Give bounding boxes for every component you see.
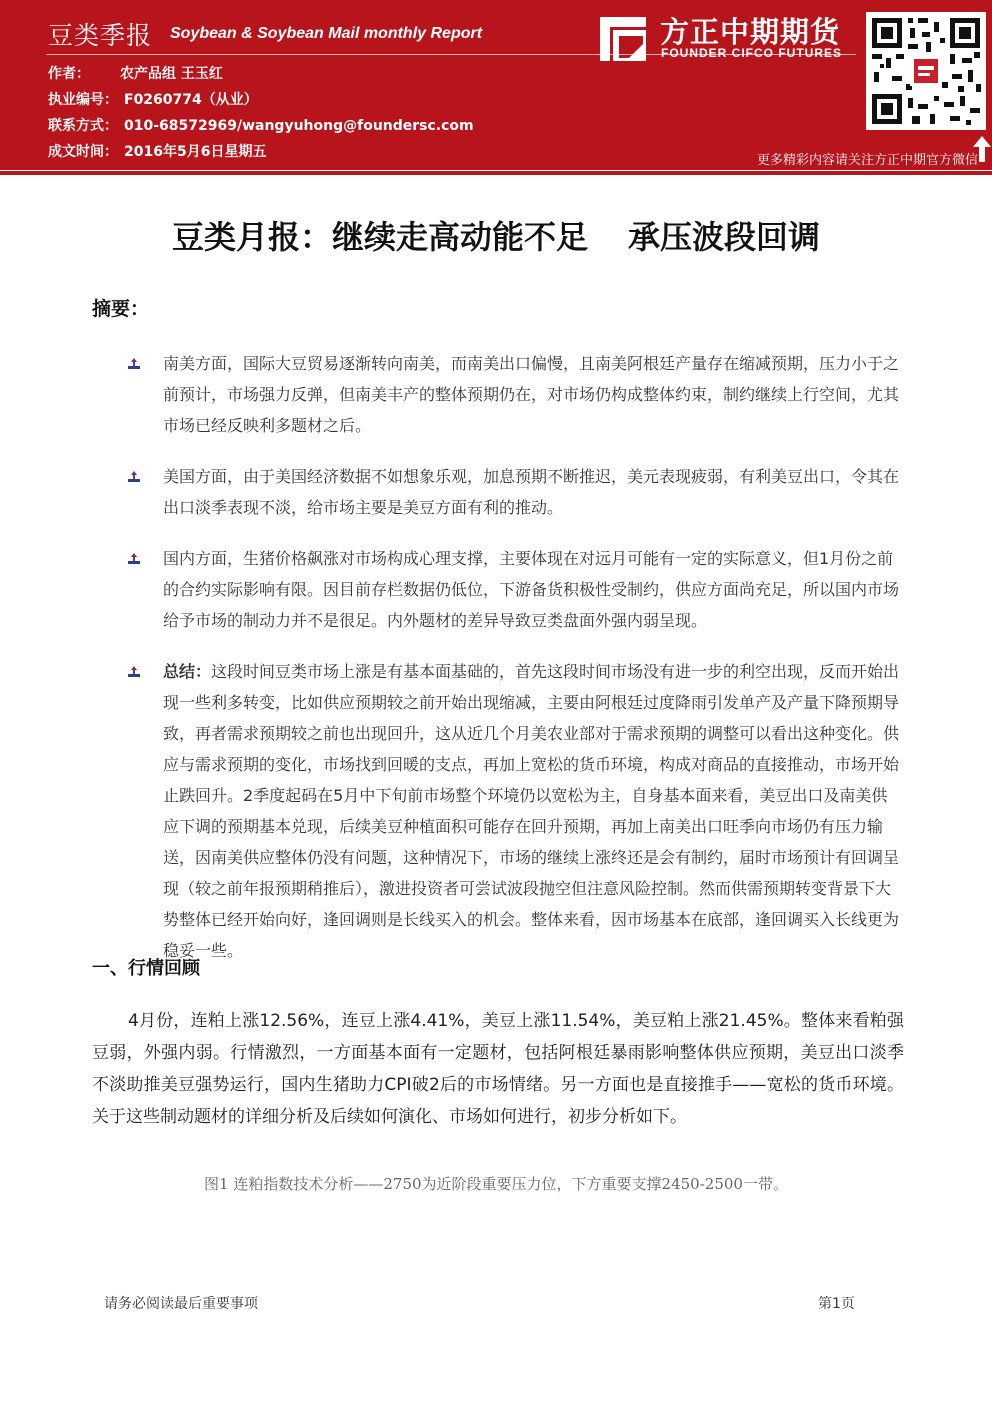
bullet-arrow-icon [128, 471, 140, 483]
bullet-text: 美国方面，由于美国经济数据不如想象乐观，加息预期不断推迟，美元表现疲弱，有利美豆出口，令其在出口淡季表现不淡，给市场主要是美豆方面有利的推动。 [163, 467, 900, 517]
report-series-title: 豆类季报 [48, 21, 153, 50]
report-title [0, 212, 992, 258]
date-label: 成文时间： [48, 144, 118, 160]
summary-lead: 总结： [163, 662, 212, 681]
company-name-en: FOUNDER CIFCO FUTURES [661, 46, 842, 60]
bullet-text: 这段时间豆类市场上涨是有基本面基础的，首先这段时间市场没有进一步的利空出现，反而开始出现一些利多转变，比如供应预期较之前开始出现缩减，主要由阿根廷过度降雨引发单产及产量下降预期导致，再者需求预期较之前也出现回升，这从近几个月美农业部对于需求预期的调整可以看出这种变化。供应与需求预期的变化，市场找到回暖的支点，再加上宽松的货币环境，构成对商品的直接推动，市场开始止跌回升。2季度起码在5月中下旬前市场整个环境仍以宽松为主，自身基本面来看，美豆出口及南美供应下调的预期基本兑现，后续美豆种植面积可能存在回升预期，再加上南美出口旺季向市场仍有压力输送，因南美供应整体仍没有问题，这种情况下，市场的继续上涨终还是会有制约，届时市场预计有回调呈现（较之前年报预期稍推后），激进投资者可尝试波段抛空但注意风险控制。然而供需预期转变背景下大势整体已经开始向好，逢回调则是长线买入的机会。整体来看，因市场基本在底部，逢回调买入长线更为稳妥一些。 [163, 662, 900, 960]
bullet-text: 南美方面，国际大豆贸易逐渐转向南美，而南美出口偏慢，且南美阿根廷产量存在缩减预期，压力小于之前预计，市场强力反弹，但南美丰产的整体预期仍在，对市场仍构成整体约束，制约继续上行空间，尤其市场已经反映利多题材之后。 [163, 354, 900, 435]
abstract-bullets [128, 348, 900, 986]
market-review-paragraph: 4月份，连粕上涨12.56%，连豆上涨4.41%，美豆上涨11.54%，美豆粕上涨21.45%。整体来看粕强豆弱，外强内弱。行情激烈，一方面基本面有一定题材，包括阿根廷暴雨影响整体供应预期，美豆出口淡季不淡助推美豆强势运行，国内生猪助力CPI破2后的市场情绪。另一方面也是直接推手——宽松的货币环境。关于这些制动题材的详细分析及后续如何演化、市场如何进行，初步分析如下。 [92, 1011, 904, 1127]
section-heading-market-review: 一、行情回顾 [92, 958, 200, 979]
report-series-subtitle: Soybean & Soybean Mail monthly Report [170, 25, 483, 42]
page-number: 第1页 [818, 1296, 855, 1312]
abstract-bullet-south-america [128, 348, 900, 441]
arrow-up-icon [972, 134, 992, 164]
abstract-heading: 摘要： [92, 298, 150, 320]
date-value: 2016年5月6日星期五 [124, 144, 267, 160]
cert-row [48, 89, 258, 109]
bullet-text: 国内方面，生猪价格飙涨对市场构成心理支撑，主要体现在对远月可能有一定的实际意义，但1月份之前的合约实际影响有限。因目前存栏数据仍低位，下游备货积极性受制约，供应方面尚充足，所以国内市场给予市场的制动力并不是很足。内外题材的差异导致豆类盘面外强内弱呈现。 [163, 549, 900, 630]
header-bottom-line [0, 171, 992, 175]
cert-label: 执业编号： [48, 92, 118, 108]
bullet-arrow-icon [128, 666, 140, 678]
contact-label: 联系方式： [48, 118, 118, 134]
company-logo-icon [600, 17, 646, 61]
author-value: 农产品组 王玉红 [120, 66, 223, 82]
report-title-part1: 豆类月报：继续走高动能不足 [171, 218, 588, 256]
bullet-arrow-icon [128, 553, 140, 565]
contact-value: 010-68572969/wangyuhong@foundersc.com [124, 118, 474, 134]
company-name-cn: 方正中期期货 [660, 15, 841, 49]
abstract-bullet-summary [128, 656, 900, 966]
wechat-qr-code [866, 12, 986, 130]
abstract-bullet-domestic [128, 543, 900, 636]
date-row [48, 141, 266, 161]
figure-caption: 图1 连粕指数技术分析——2750为近阶段重要压力位，下方重要支撑2450-2500一带。 [204, 1175, 788, 1193]
footer-notice: 请务必阅读最后重要事项 [104, 1296, 258, 1312]
follow-wechat-text: 更多精彩内容请关注方正中期官方微信 [756, 153, 978, 168]
cert-value: F0260774（从业） [124, 92, 258, 108]
report-header [0, 0, 992, 170]
contact-row [48, 115, 474, 135]
bullet-arrow-icon [128, 358, 140, 370]
author-label: 作者： [48, 66, 90, 82]
report-title-part2: 承压波段回调 [628, 218, 821, 256]
author-row [48, 63, 223, 83]
abstract-bullet-usa [128, 461, 900, 523]
